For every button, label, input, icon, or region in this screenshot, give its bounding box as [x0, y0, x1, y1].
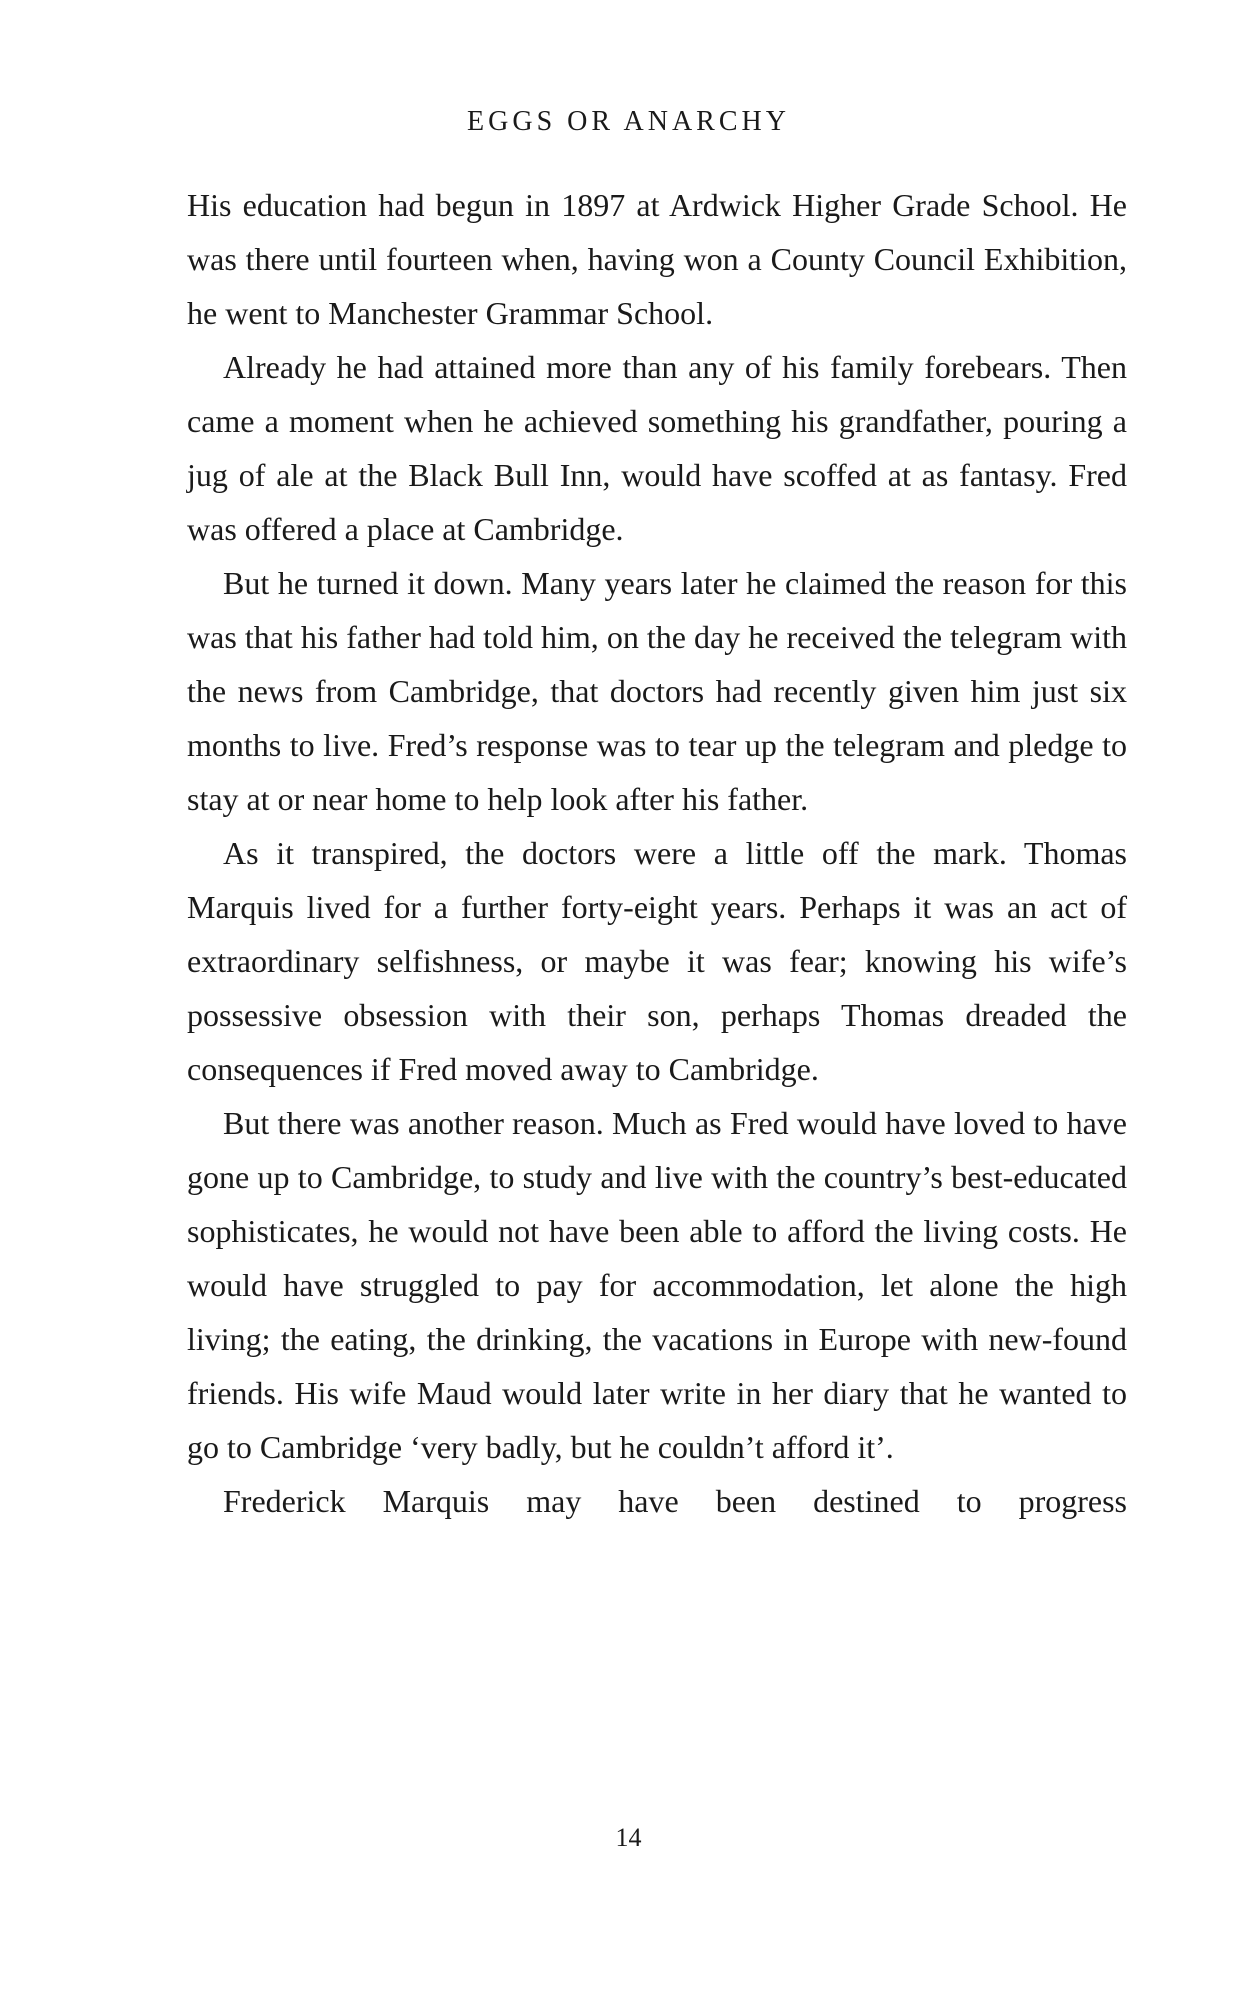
paragraph: His education had begun in 1897 at Ardwick Higher Grade School. He was there until fourteen when, having won a County Council Exhibition, he went to Manchester Grammar School. — [187, 187, 1127, 331]
running-head: EGGS OR ANARCHY — [467, 106, 790, 137]
paragraph: But there was another reason. Much as Fred would have loved to have gone up to Cambridge, to study and live with the country’s best-educated sophisticates, he would not have been able to afford the living costs. He would have struggled to pay for accommodation, let alone the high living; the eating, the drinking, the vacations in Europe with new-found friends. His wife Maud would later write in her diary that he wanted to go to Cambridge ‘very badly, but he couldn’t afford it’. — [187, 1105, 1127, 1465]
body-text — [187, 178, 1127, 1528]
paragraph: But he turned it down. Many years later he claimed the reason for this was that his father had told him, on the day he received the telegram with the news from Cambridge, that doctors had recently given him just six months to live. Fred’s response was to tear up the telegram and pledge to stay at or near home to help look after his father. — [187, 565, 1127, 817]
paragraph: Frederick Marquis may have been destined to progress — [223, 1483, 1127, 1519]
page-number: 14 — [615, 1823, 642, 1852]
paragraph: As it transpired, the doctors were a little off the mark. Thomas Marquis lived for a further forty-eight years. Perhaps it was an act of extraordinary selfishness, or maybe it was fear; knowing his wife’s possessive obsession with their son, perhaps Thomas dreaded the consequences if Fred moved away to Cambridge. — [187, 835, 1127, 1087]
paragraph: Already he had attained more than any of his family forebears. Then came a moment when he achieved something his grandfather, pouring a jug of ale at the Black Bull Inn, would have scoffed at as fantasy. Fred was offered a place at Cambridge. — [187, 349, 1127, 547]
